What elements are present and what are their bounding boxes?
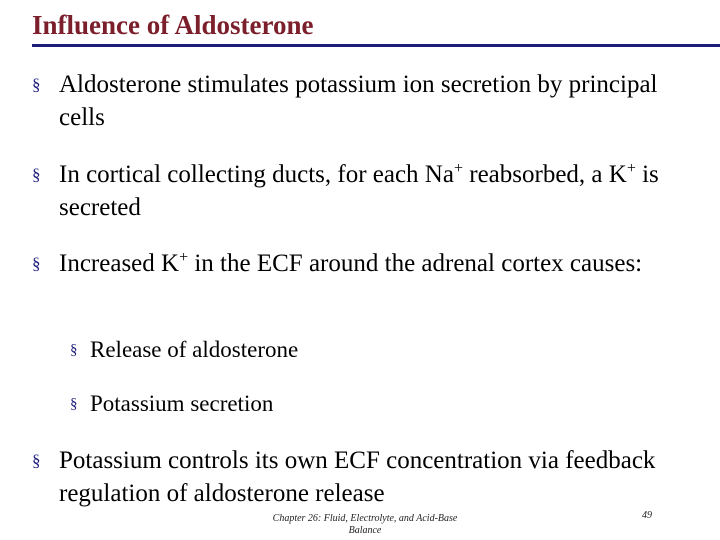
bullet-text: Aldosterone stimulates potassium ion secretion by principal cells <box>59 71 658 131</box>
slide-title: Influence of Aldosterone <box>32 10 314 40</box>
sub-bullet-release <box>70 335 670 365</box>
page-number: 49 <box>642 510 652 521</box>
bullet-text: Potassium controls its own ECF concentration via feedback regulation of aldosterone release <box>59 447 656 507</box>
superscript-plus: + <box>179 249 189 266</box>
sub-bullet-icon: § <box>70 342 78 358</box>
bullet-text-part: In cortical collecting ducts, for each Na <box>59 161 454 188</box>
superscript-plus: + <box>453 160 463 177</box>
bullet-text-part: reabsorbed, a K <box>463 161 627 188</box>
bullet-icon: § <box>32 254 41 273</box>
superscript-plus: + <box>626 160 636 177</box>
bullet-cortical-collecting-ducts <box>32 158 682 224</box>
sub-bullet-icon: § <box>70 396 78 412</box>
bullet-text <box>59 247 682 280</box>
sub-bullet-text: Potassium secretion <box>90 391 274 416</box>
title-underline <box>32 44 720 47</box>
bullet-text-part: Increased K <box>59 250 180 277</box>
bullet-icon: § <box>32 75 41 94</box>
sub-bullet-potassium-secretion <box>70 389 670 419</box>
bullet-text-part: in the ECF around the adrenal cortex causes: <box>188 250 643 277</box>
bullet-icon: § <box>32 451 41 470</box>
slide-footer: Chapter 26: Fluid, Electrolyte, and Acid-Base Balance <box>272 513 458 536</box>
bullet-aldosterone-stimulates <box>32 68 682 134</box>
bullet-increased-k <box>32 247 682 280</box>
bullet-text <box>59 158 682 224</box>
bullet-potassium-controls <box>32 444 682 510</box>
bullet-icon: § <box>32 165 41 184</box>
bullet-text-part: is secreted <box>59 161 659 221</box>
sub-bullet-text: Release of aldosterone <box>90 337 299 362</box>
